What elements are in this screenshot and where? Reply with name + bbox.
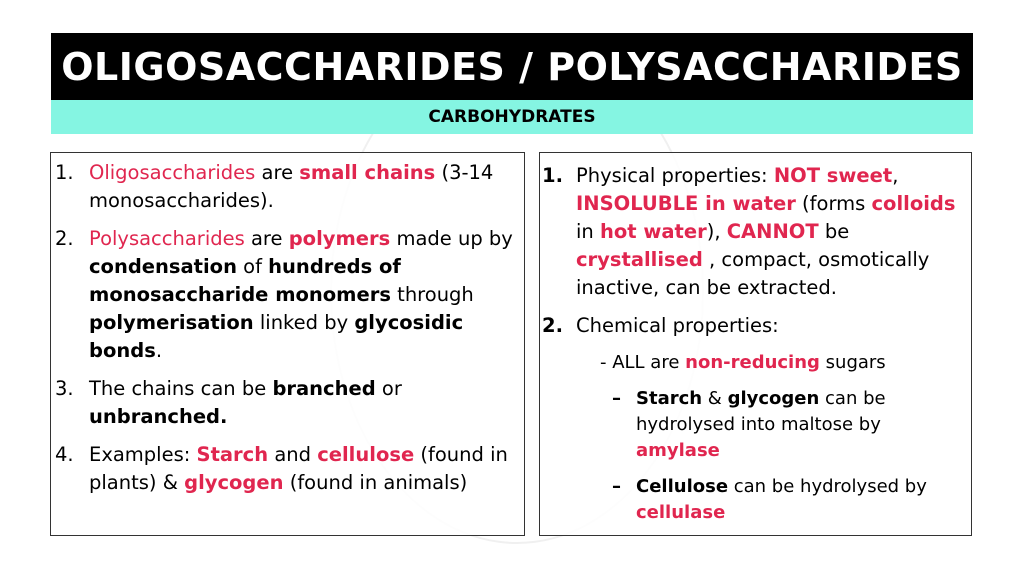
sub-item: – Starch & glycogen can be hydrolysed into maltose by amylase — [612, 386, 961, 464]
list-item: 2. Chemical properties: — [542, 314, 779, 337]
list-item: 4. Examples: Starch and cellulose (found in plants) & glycogen (found in animals) — [55, 443, 508, 494]
dash-bullet-icon: – — [612, 476, 621, 497]
page-subtitle: CARBOHYDRATES — [51, 100, 973, 134]
list-item: 3. The chains can be branched or unbranched. — [55, 377, 402, 428]
sub-note: - ALL are non-reducing sugars — [600, 352, 886, 373]
dash-bullet-icon: – — [612, 388, 621, 409]
list-item: 1. Physical properties: NOT sweet, INSOLUBLE in water (forms colloids in hot water), CANNOT be crystallised , compact, osmotically inactive, can be extracted. — [542, 164, 956, 299]
left-panel — [50, 152, 525, 536]
page-title: OLIGOSACCHARIDES / POLYSACCHARIDES — [51, 33, 973, 100]
right-panel — [539, 152, 972, 536]
list-item: 1. Oligosaccharides are small chains (3-14 monosaccharides). — [55, 161, 494, 212]
sub-item: – Cellulose can be hydrolysed by cellulase — [612, 474, 961, 526]
list-item: 2. Polysaccharides are polymers made up by condensation of hundreds of monosaccharide monomers through polymerisation linked by glycosidic bonds. — [55, 227, 513, 362]
